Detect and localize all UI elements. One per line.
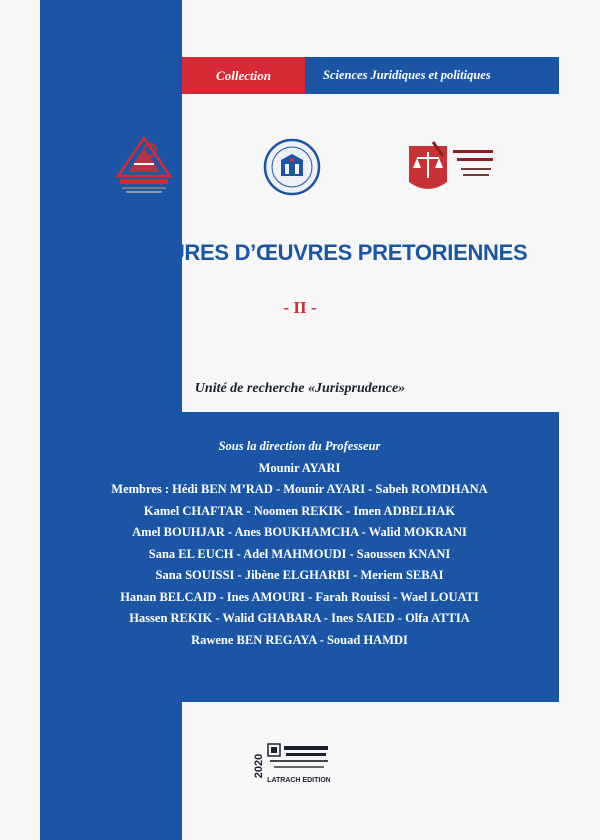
members-line: Amel BOUHJAR - Anes BOUKHAMCHA - Walid MOKRANI (132, 525, 467, 539)
collection-label: Collection (182, 57, 305, 94)
collection-series: Sciences Juridiques et politiques (305, 57, 559, 94)
members-line: Hanan BELCAID - Ines AMOURI - Farah Rouissi - Wael LOUATI (120, 589, 479, 604)
volume-number: - II - (283, 298, 317, 317)
director-name: Mounir AYARI (258, 460, 341, 475)
collection-band (182, 57, 559, 94)
faculty-seal-logo (263, 138, 321, 196)
university-logo (114, 134, 174, 196)
members-line: Rawene BEN REGAYA - Souad HAMDI (191, 632, 408, 647)
credits-list (40, 436, 559, 651)
members-line: Hassen REKIK - Walid GHABARA - Ines SAIED - Olfa ATTIA (129, 611, 470, 625)
members-line: Kamel CHAFTAR - Noomen REKIK - Imen ADBELHAK (143, 503, 456, 518)
research-unit: Unité de recherche «Jurisprudence» (194, 381, 406, 396)
members-line: Sana EL EUCH - Adel MAHMOUDI - Saoussen KNANI (148, 546, 451, 561)
direction-label: Sous la direction du Professeur (218, 439, 381, 453)
publisher-name: LATRACH EDITION (267, 777, 330, 784)
book-title: LECTURES D’ŒUVRES PRETORIENNES (112, 240, 528, 265)
publication-year (252, 746, 266, 786)
members-line: Membres : Hédi BEN M’RAD - Mounir AYARI - Sabeh ROMDHANA (111, 482, 488, 496)
publication-year-text: 2020 (253, 753, 266, 779)
research-unit-logo (405, 138, 505, 196)
members-line: Sana SOUISSI - Jibène ELGHARBI - Meriem SEBAI (155, 568, 444, 582)
publisher-logo (266, 742, 330, 786)
